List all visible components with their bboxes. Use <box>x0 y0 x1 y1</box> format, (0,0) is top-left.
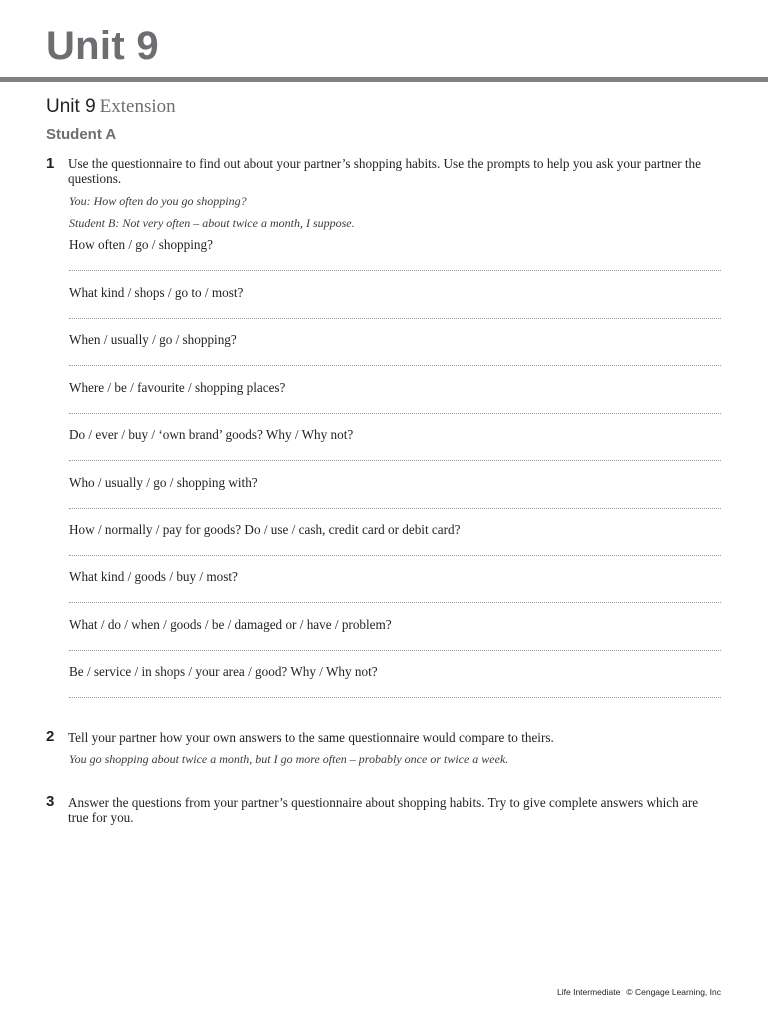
unit-header: Unit 9 <box>46 24 159 68</box>
task-3-number: 3 <box>46 793 55 810</box>
prompt-6: Who / usually / go / shopping with? <box>69 475 258 490</box>
student-label: Student A <box>46 126 117 143</box>
task-1-instruction: Use the questionnaire to find out about your partner’s shopping habits. Use the prompts to help you ask your partner the questions. <box>68 156 701 186</box>
prompt-1: How often / go / shopping? <box>69 237 213 252</box>
answer-line-10[interactable] <box>69 697 721 698</box>
answer-line-7[interactable] <box>69 555 721 556</box>
prompt-8: What kind / goods / buy / most? <box>69 569 238 584</box>
answer-line-6[interactable] <box>69 508 721 509</box>
prompt-10: Be / service / in shops / your area / good? Why / Why not? <box>69 664 378 679</box>
answer-line-2[interactable] <box>69 318 721 319</box>
answer-line-1[interactable] <box>69 270 721 271</box>
prompt-9: What / do / when / goods / be / damaged or / have / problem? <box>69 617 392 632</box>
footer <box>557 987 721 997</box>
task-1-number: 1 <box>46 155 55 172</box>
section-title <box>46 95 176 120</box>
prompt-7: How / normally / pay for goods? Do / use / cash, credit card or debit card? <box>69 522 461 537</box>
task-2-example: You go shopping about twice a month, but I go more often – probably once or twice a week. <box>69 752 509 766</box>
answer-line-5[interactable] <box>69 460 721 461</box>
prompt-5: Do / ever / buy / ‘own brand’ goods? Why / Why not? <box>69 427 354 442</box>
task-2-instruction: Tell your partner how your own answers to the same questionnaire would compare to theirs. <box>68 730 554 745</box>
task-1-example-1: You: How often do you go shopping? <box>69 194 247 208</box>
prompt-3: When / usually / go / shopping? <box>69 332 237 347</box>
answer-line-9[interactable] <box>69 650 721 651</box>
footer-book: Life Intermediate <box>557 987 621 997</box>
task-2-number: 2 <box>46 728 55 745</box>
prompt-4: Where / be / favourite / shopping places? <box>69 380 286 395</box>
prompt-2: What kind / shops / go to / most? <box>69 285 244 300</box>
header-rule <box>0 77 768 82</box>
section-unit: Unit 9 <box>46 96 96 117</box>
task-3-instruction: Answer the questions from your partner’s questionnaire about shopping habits. Try to give complete answers which are true for you. <box>68 795 699 825</box>
answer-line-4[interactable] <box>69 413 721 414</box>
task-1-example-2: Student B: Not very often – about twice a month, I suppose. <box>69 216 355 230</box>
answer-line-3[interactable] <box>69 365 721 366</box>
section-name: Extension <box>99 96 176 117</box>
footer-copyright: © Cengage Learning, Inc <box>626 987 721 997</box>
answer-line-8[interactable] <box>69 602 721 603</box>
